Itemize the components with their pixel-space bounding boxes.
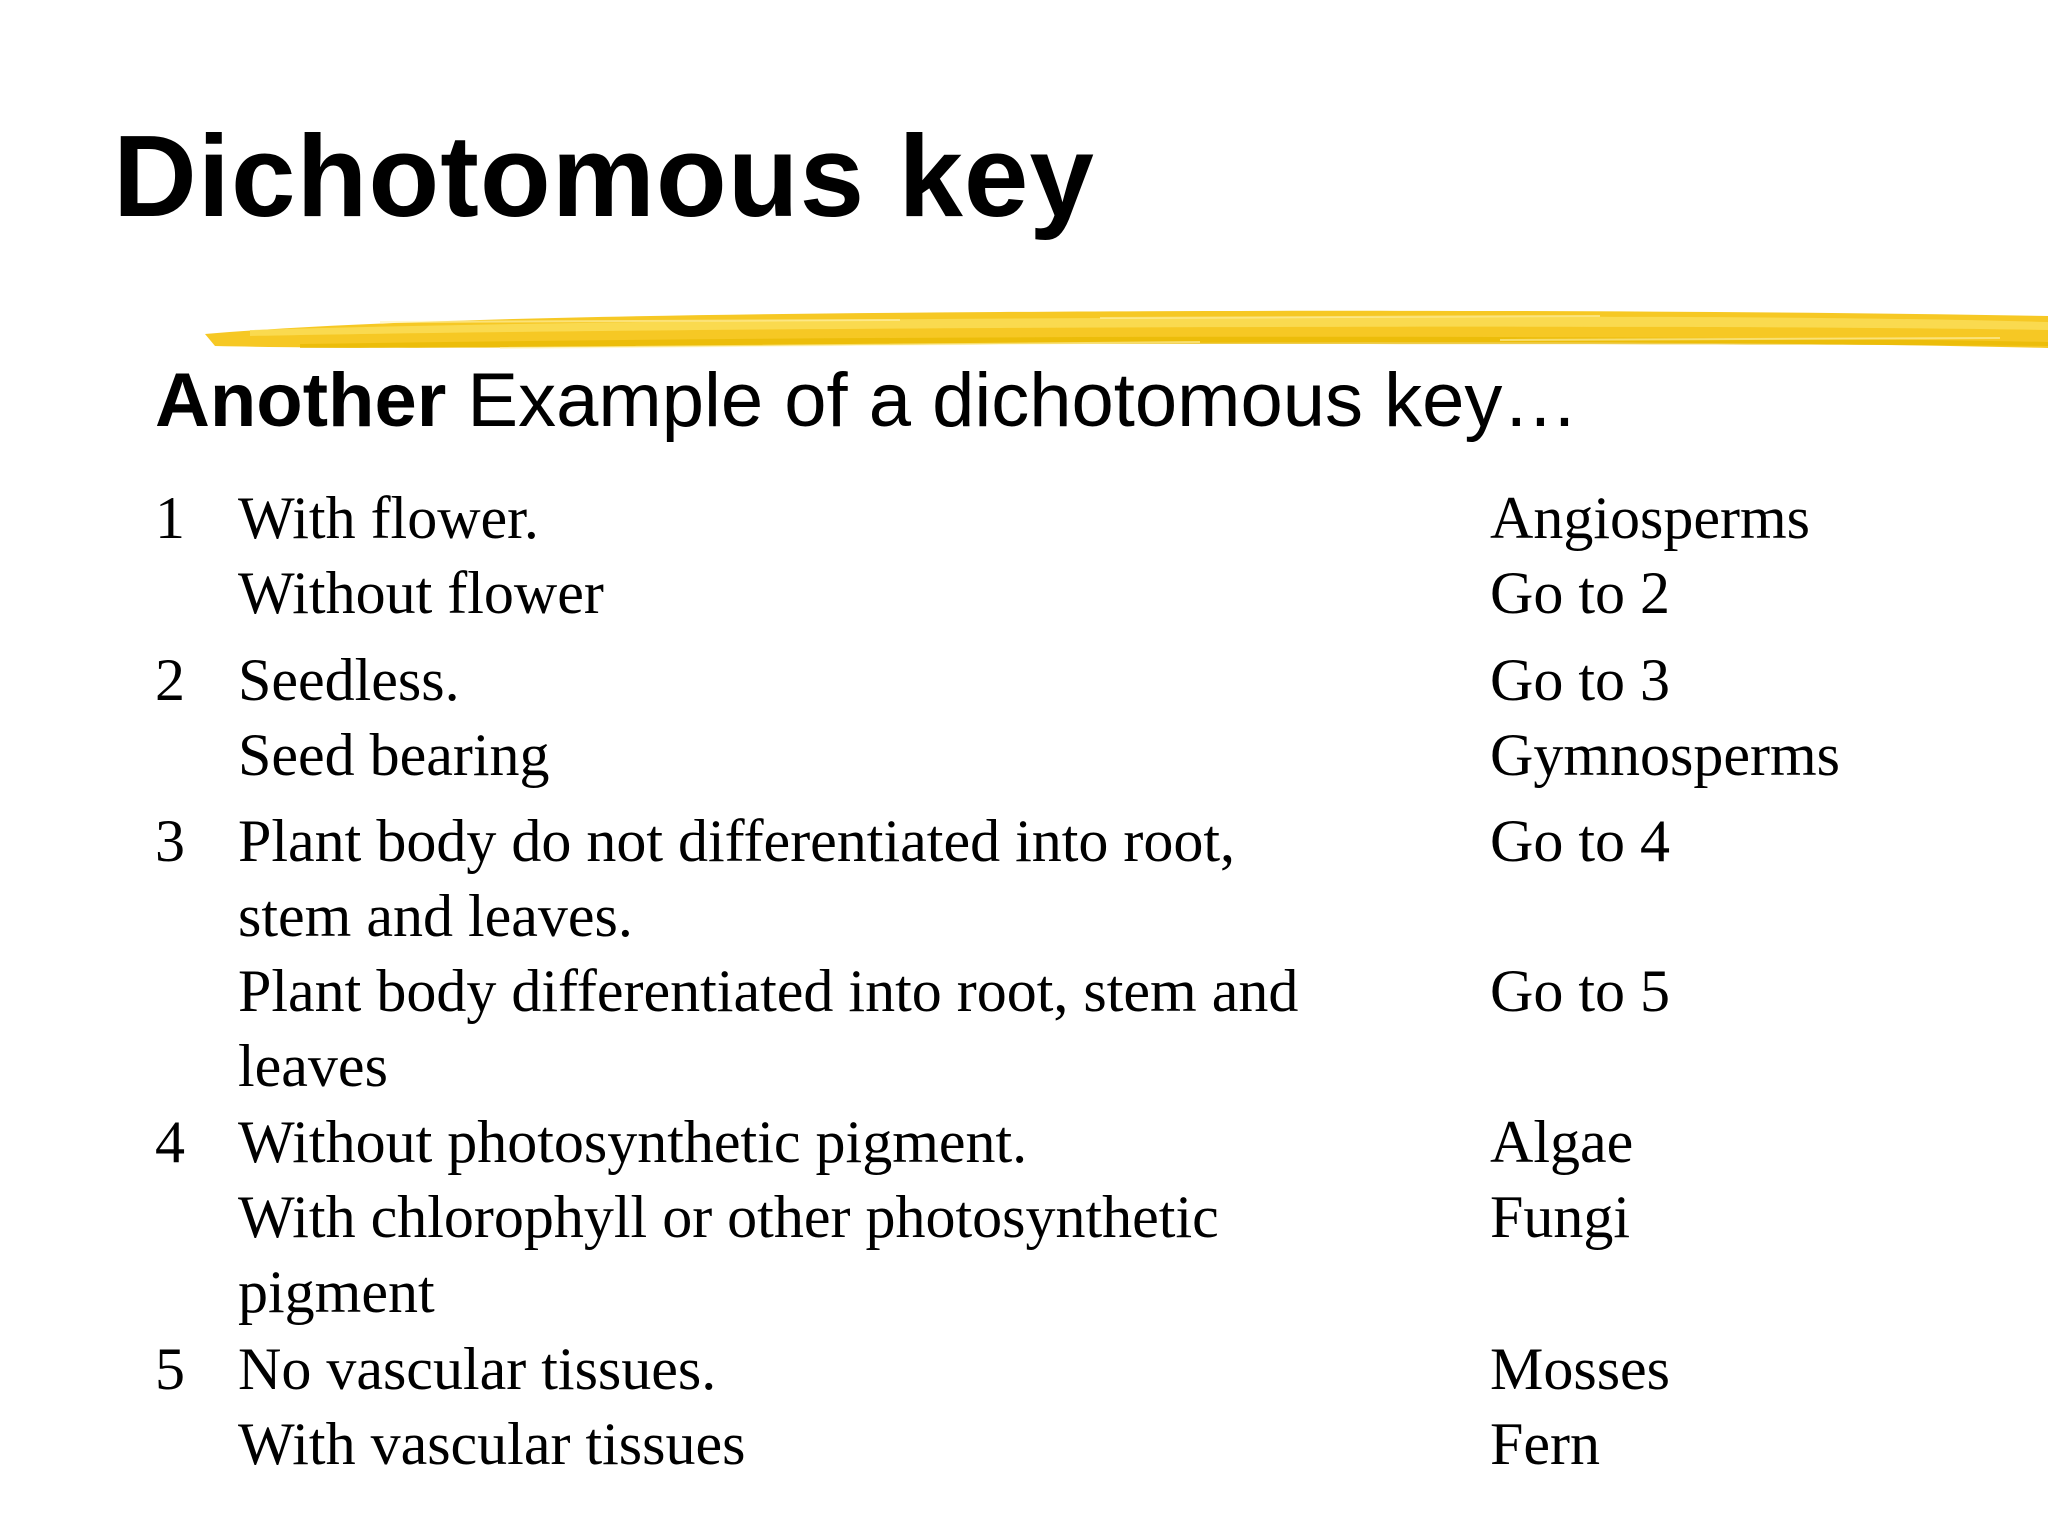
key-result: Go to 3 xyxy=(1490,647,1670,713)
key-statement: Seedless. xyxy=(238,647,460,713)
key-result: Fungi xyxy=(1490,1184,1631,1250)
couplet-number: 3 xyxy=(155,808,185,874)
key-statement: With vascular tissues xyxy=(238,1411,746,1477)
key-result: Algae xyxy=(1490,1109,1634,1175)
key-result: Angiosperms xyxy=(1490,485,1810,551)
key-result: Go to 4 xyxy=(1490,808,1670,874)
key-statement: Plant body differentiated into root, stem and xyxy=(238,958,1299,1024)
key-statement: Without flower xyxy=(238,560,604,626)
couplet-number: 1 xyxy=(155,485,185,551)
key-statement-continued: leaves xyxy=(238,1033,388,1099)
key-result: Mosses xyxy=(1490,1336,1671,1402)
key-statement: No vascular tissues. xyxy=(238,1336,717,1402)
key-statement: Plant body do not differentiated into root, xyxy=(238,808,1236,874)
couplet-number: 4 xyxy=(155,1109,185,1175)
couplet-number: 5 xyxy=(155,1336,185,1402)
key-result: Gymnosperms xyxy=(1490,722,1840,788)
key-statement-continued: stem and leaves. xyxy=(238,883,633,949)
key-statement: With flower. xyxy=(238,485,539,551)
slide-title: Dichotomous key xyxy=(113,111,1095,241)
key-statement: Seed bearing xyxy=(238,722,550,788)
subtitle-emphasis: Another xyxy=(155,358,447,443)
subtitle-text: Example of a dichotomous key… xyxy=(446,358,1579,443)
key-statement-continued: pigment xyxy=(238,1259,435,1325)
key-statement: With chlorophyll or other photosynthetic xyxy=(238,1184,1219,1250)
key-result: Fern xyxy=(1490,1411,1600,1477)
couplet-number: 2 xyxy=(155,647,185,713)
key-statement: Without photosynthetic pigment. xyxy=(238,1109,1028,1175)
key-result: Go to 2 xyxy=(1490,560,1670,626)
key-result: Go to 5 xyxy=(1490,958,1670,1024)
